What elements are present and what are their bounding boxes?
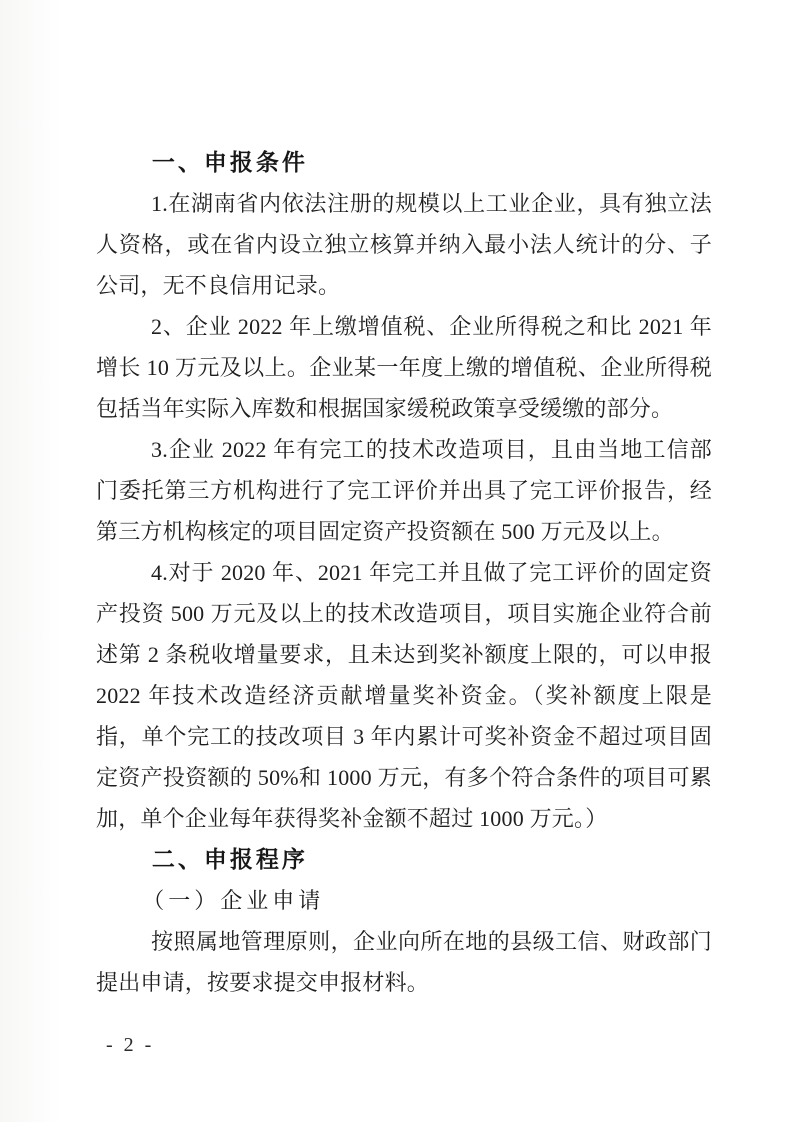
subsection-heading-enterprise-application: （一）企业申请 (142, 888, 325, 913)
paragraph-condition-4: 4.对于 2020 年、2021 年完工并且做了完工评价的固定资产投资 500 万元及以上的技术改造项目，项目实施企业符合前述第 2 条税收增量要求，且未达到奖补额度上限的，可以申报 2022 年技术改造经济贡献增量奖补资金。（奖补额度上限是指，单个完工的技改项目 3 年内累计可奖补资金不超过项目固定资产投资额的 50%和 1000 万元，有多个符合条件的项目可累加，单个企业每年获得奖补金额不超过 1000 万元。） (96, 560, 712, 831)
paragraph-condition-1: 1.在湖南省内依法注册的规模以上工业企业，具有独立法人资格，或在省内设立独立核算并纳入最小法人统计的分、子公司，无不良信用记录。 (96, 191, 712, 298)
page-number: - 2 - (106, 1034, 155, 1056)
scan-edge-shading (0, 0, 73, 1122)
document-page-content (96, 142, 712, 1003)
paragraph-condition-3: 3.企业 2022 年有完工的技术改造项目，且由当地工信部门委托第三方机构进行了完工评价并出具了完工评价报告，经第三方机构核定的项目固定资产投资额在 500 万元及以上。 (96, 437, 712, 544)
paragraph-procedure-1: 按照属地管理原则，企业向所在地的县级工信、财政部门提出申请，按要求提交申报材料。 (96, 929, 712, 995)
section-heading-application-procedure: 二、申报程序 (151, 846, 308, 872)
paragraph-condition-2: 2、企业 2022 年上缴增值税、企业所得税之和比 2021 年增长 10 万元及以上。企业某一年度上缴的增值税、企业所得税包括当年实际入库数和根据国家缓税政策享受缓缴的部分。 (96, 314, 712, 421)
section-heading-application-conditions: 一、申报条件 (151, 149, 308, 175)
